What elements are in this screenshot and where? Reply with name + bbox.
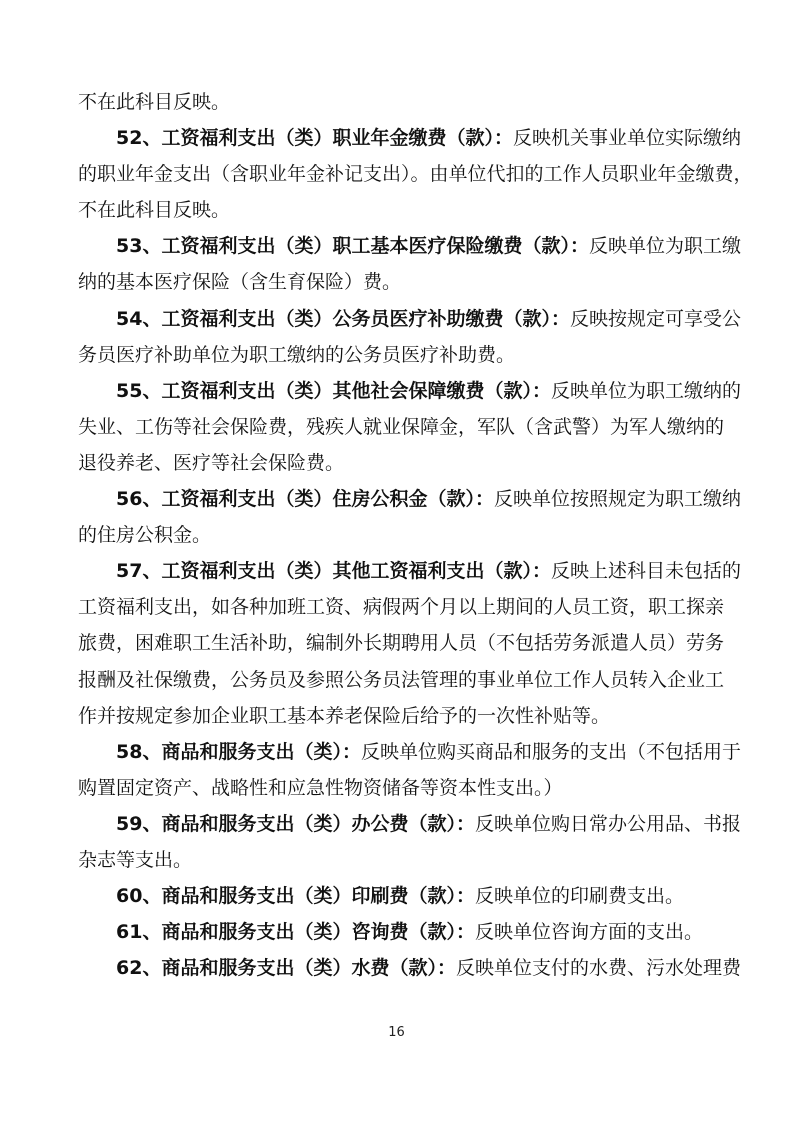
paragraph-58-line-2	[78, 770, 718, 806]
item-heading: 57、工资福利支出（类）其他工资福利支出（款）：	[116, 560, 551, 583]
item-heading: 59、商品和服务支出（类）办公费（款）：	[116, 812, 475, 835]
line-text: 反映单位购买商品和服务的支出（不包括用于	[360, 740, 741, 763]
line-text: 作并按规定参加企业职工基本养老保险后给予的一次性补贴等。	[78, 704, 611, 727]
paragraph-53-line-2	[78, 264, 718, 300]
paragraph-54-line-1	[78, 301, 741, 337]
line-text: 反映按规定可享受公	[569, 307, 741, 330]
paragraph-58-line-1	[78, 734, 741, 770]
line-text: 纳的基本医疗保险（含生育保险）费。	[78, 271, 402, 294]
line-text: 杂志等支出。	[78, 848, 193, 871]
line-text: 不在此科目反映。	[78, 199, 231, 222]
line-text: 反映单位为职工缴	[588, 235, 741, 258]
item-heading: 60、商品和服务支出（类）印刷费（款）：	[116, 885, 475, 908]
item-heading: 55、工资福利支出（类）其他社会保障缴费（款）：	[116, 379, 551, 402]
line-text: 反映单位咨询方面的支出。	[474, 921, 703, 944]
line-text: 反映机关事业单位实际缴纳	[512, 127, 741, 150]
paragraph-55-line-2	[78, 409, 725, 445]
paragraph-57-line-3	[78, 625, 725, 661]
line-text: 报酬及社保缴费，公务员及参照公务员法管理的事业单位工作人员转入企业工	[78, 668, 725, 691]
line-text: 的职业年金支出（含职业年金补记支出）。由单位代扣的工作人员职业年金缴费，	[78, 163, 753, 186]
paragraph-57-line-4	[78, 662, 725, 698]
line-text: 失业、工伤等社会保险费，残疾人就业保障金，军队（含武警）为军人缴纳的	[78, 415, 725, 438]
paragraph-55-line-1	[78, 373, 741, 409]
paragraph-59-line-2	[78, 842, 718, 878]
line-text: 反映单位按照规定为职工缴纳	[493, 488, 741, 511]
paragraph-57-line-2	[78, 589, 725, 625]
line-text: 务员医疗补助单位为职工缴纳的公务员医疗补助费。	[78, 343, 516, 366]
line-text: 的住房公积金。	[78, 524, 212, 547]
line-text: 反映单位购日常办公用品、书报	[474, 812, 741, 835]
line-text: 不在此科目反映。	[78, 91, 231, 113]
paragraph-54-line-2	[78, 337, 718, 373]
line-text: 购置固定资产、战略性和应急性物资储备等资本性支出。）	[78, 776, 563, 799]
paragraph-55-line-3	[78, 445, 718, 481]
line-text: 反映单位为职工缴纳的	[550, 379, 741, 402]
item-heading: 58、商品和服务支出（类）：	[116, 740, 361, 763]
item-heading: 61、商品和服务支出（类）咨询费（款）：	[116, 921, 475, 944]
line-text: 工资福利支出，如各种加班工资、病假两个月以上期间的人员工资，职工探亲	[78, 596, 725, 619]
paragraph-57-line-5	[78, 698, 718, 734]
paragraph-57-line-1	[78, 553, 741, 589]
line-text: 反映单位的印刷费支出。	[474, 885, 684, 908]
item-heading: 53、工资福利支出（类）职工基本医疗保险缴费（款）：	[116, 235, 589, 258]
paragraph-52-line-3	[78, 192, 718, 228]
paragraph-59-line-1	[78, 806, 741, 842]
page-body	[78, 84, 753, 986]
paragraph-56-line-2	[78, 517, 718, 553]
paragraph-51-tail-line-1	[78, 84, 718, 120]
line-text: 退役养老、医疗等社会保险费。	[78, 451, 345, 474]
paragraph-62-line-1	[78, 950, 741, 986]
item-heading: 54、工资福利支出（类）公务员医疗补助缴费（款）：	[116, 307, 570, 330]
item-heading: 52、工资福利支出（类）职业年金缴费（款）：	[116, 127, 513, 150]
line-text: 反映单位支付的水费、污水处理费	[455, 957, 741, 980]
paragraph-56-line-1	[78, 481, 741, 517]
paragraph-52-line-1	[78, 120, 741, 156]
line-text: 旅费，困难职工生活补助，编制外长期聘用人员（不包括劳务派遣人员）劳务	[78, 632, 725, 655]
paragraph-61-line-1	[78, 914, 718, 950]
paragraph-52-line-2	[78, 156, 753, 192]
paragraph-60-line-1	[78, 878, 718, 914]
page-number: 16	[388, 1025, 405, 1040]
paragraph-53-line-1	[78, 228, 741, 264]
item-heading: 56、工资福利支出（类）住房公积金（款）：	[116, 488, 494, 511]
line-text: 反映上述科目未包括的	[550, 560, 741, 583]
item-heading: 62、商品和服务支出（类）水费（款）：	[116, 957, 456, 980]
